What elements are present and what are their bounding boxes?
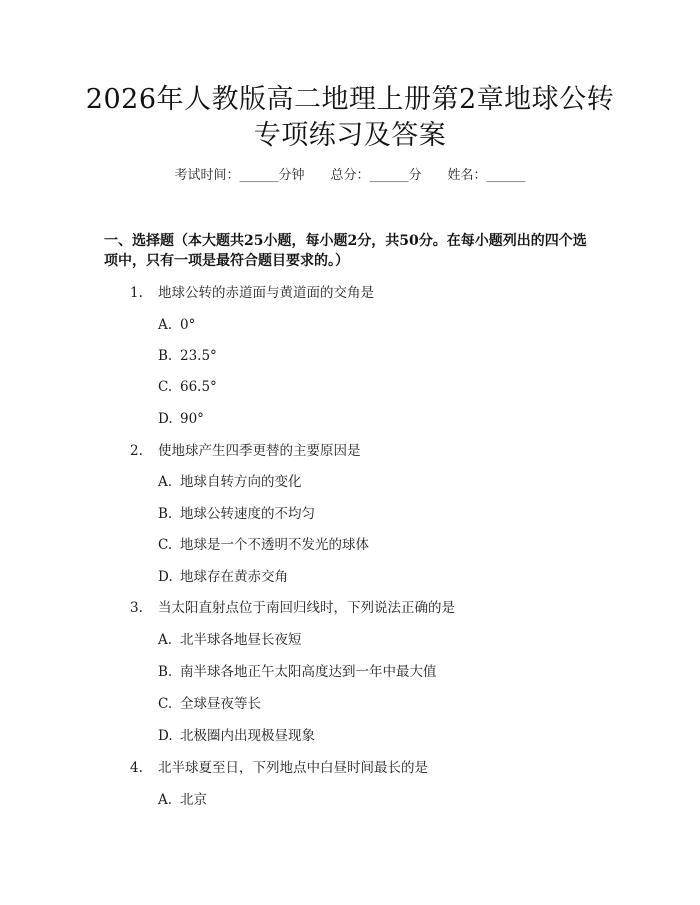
option-letter: A. [158, 317, 173, 333]
option-letter: C. [158, 379, 173, 395]
option-letter: C. [158, 696, 173, 712]
time-blank: ______分钟 [239, 168, 305, 183]
question-3-option-a [158, 630, 302, 650]
option-text: 66.5° [180, 379, 217, 395]
question-number: 1. [130, 285, 143, 301]
question-3-option-b [158, 662, 437, 682]
option-text: 地球公转速度的不均匀 [180, 506, 315, 522]
time-label: 考试时间： [174, 168, 240, 183]
question-text: 当太阳直射点位于南回归线时，下列说法正确的是 [158, 600, 455, 616]
option-text: 北京 [180, 792, 207, 808]
option-letter: B. [158, 506, 173, 522]
score-blank: ______分 [369, 168, 422, 183]
question-3-option-c [158, 694, 261, 714]
document-title-line-1: 2026年人教版高二地理上册第2章地球公转 [85, 84, 615, 115]
name-label: 姓名： [447, 168, 487, 183]
question-1 [130, 283, 374, 303]
question-2-option-b [158, 504, 315, 524]
option-text: 地球是一个不透明不发光的球体 [180, 537, 369, 553]
question-1-option-d [158, 409, 204, 429]
option-text: 0° [180, 317, 196, 333]
option-text: 北极圈内出现极昼现象 [180, 728, 315, 744]
question-number: 2. [130, 443, 143, 459]
option-text: 地球自转方向的变化 [180, 474, 302, 490]
exam-meta [0, 166, 700, 186]
question-4-option-a [158, 790, 207, 810]
question-3 [130, 598, 455, 618]
question-3-option-d [158, 726, 315, 746]
score-label: 总分： [330, 168, 370, 183]
option-letter: A. [158, 792, 173, 808]
option-text: 地球存在黄赤交角 [180, 569, 288, 585]
option-letter: C. [158, 537, 173, 553]
section-heading-line-1: 一、选择题（本大题共25小题，每小题2分，共50分。在每小题列出的四个选 [104, 233, 587, 249]
option-text: 23.5° [180, 348, 217, 364]
question-1-option-a [158, 315, 195, 335]
option-text: 南半球各地正午太阳高度达到一年中最大值 [180, 664, 437, 680]
document-title-line-2: 专项练习及答案 [253, 120, 447, 151]
option-text: 北半球各地昼长夜短 [180, 632, 302, 648]
option-text: 90° [180, 411, 204, 427]
option-letter: A. [158, 632, 173, 648]
question-number: 4. [130, 760, 143, 776]
option-letter: D. [158, 728, 173, 744]
option-letter: D. [158, 569, 173, 585]
question-2-option-a [158, 472, 302, 492]
question-2 [130, 441, 361, 461]
option-letter: A. [158, 474, 173, 490]
question-text: 北半球夏至日，下列地点中白昼时间最长的是 [158, 760, 428, 776]
question-2-option-c [158, 535, 369, 555]
question-text: 地球公转的赤道面与黄道面的交角是 [158, 285, 374, 301]
question-1-option-c [158, 377, 217, 397]
question-number: 3. [130, 600, 143, 616]
question-4 [130, 758, 428, 778]
question-2-option-d [158, 567, 288, 587]
option-letter: D. [158, 411, 173, 427]
option-letter: B. [158, 664, 173, 680]
option-letter: B. [158, 348, 173, 364]
option-text: 全球昼夜等长 [180, 696, 261, 712]
question-1-option-b [158, 346, 217, 366]
section-heading-line-2: 项中，只有一项是最符合题目要求的。） [104, 253, 349, 269]
name-blank: ______ [486, 168, 526, 183]
question-text: 使地球产生四季更替的主要原因是 [158, 443, 361, 459]
